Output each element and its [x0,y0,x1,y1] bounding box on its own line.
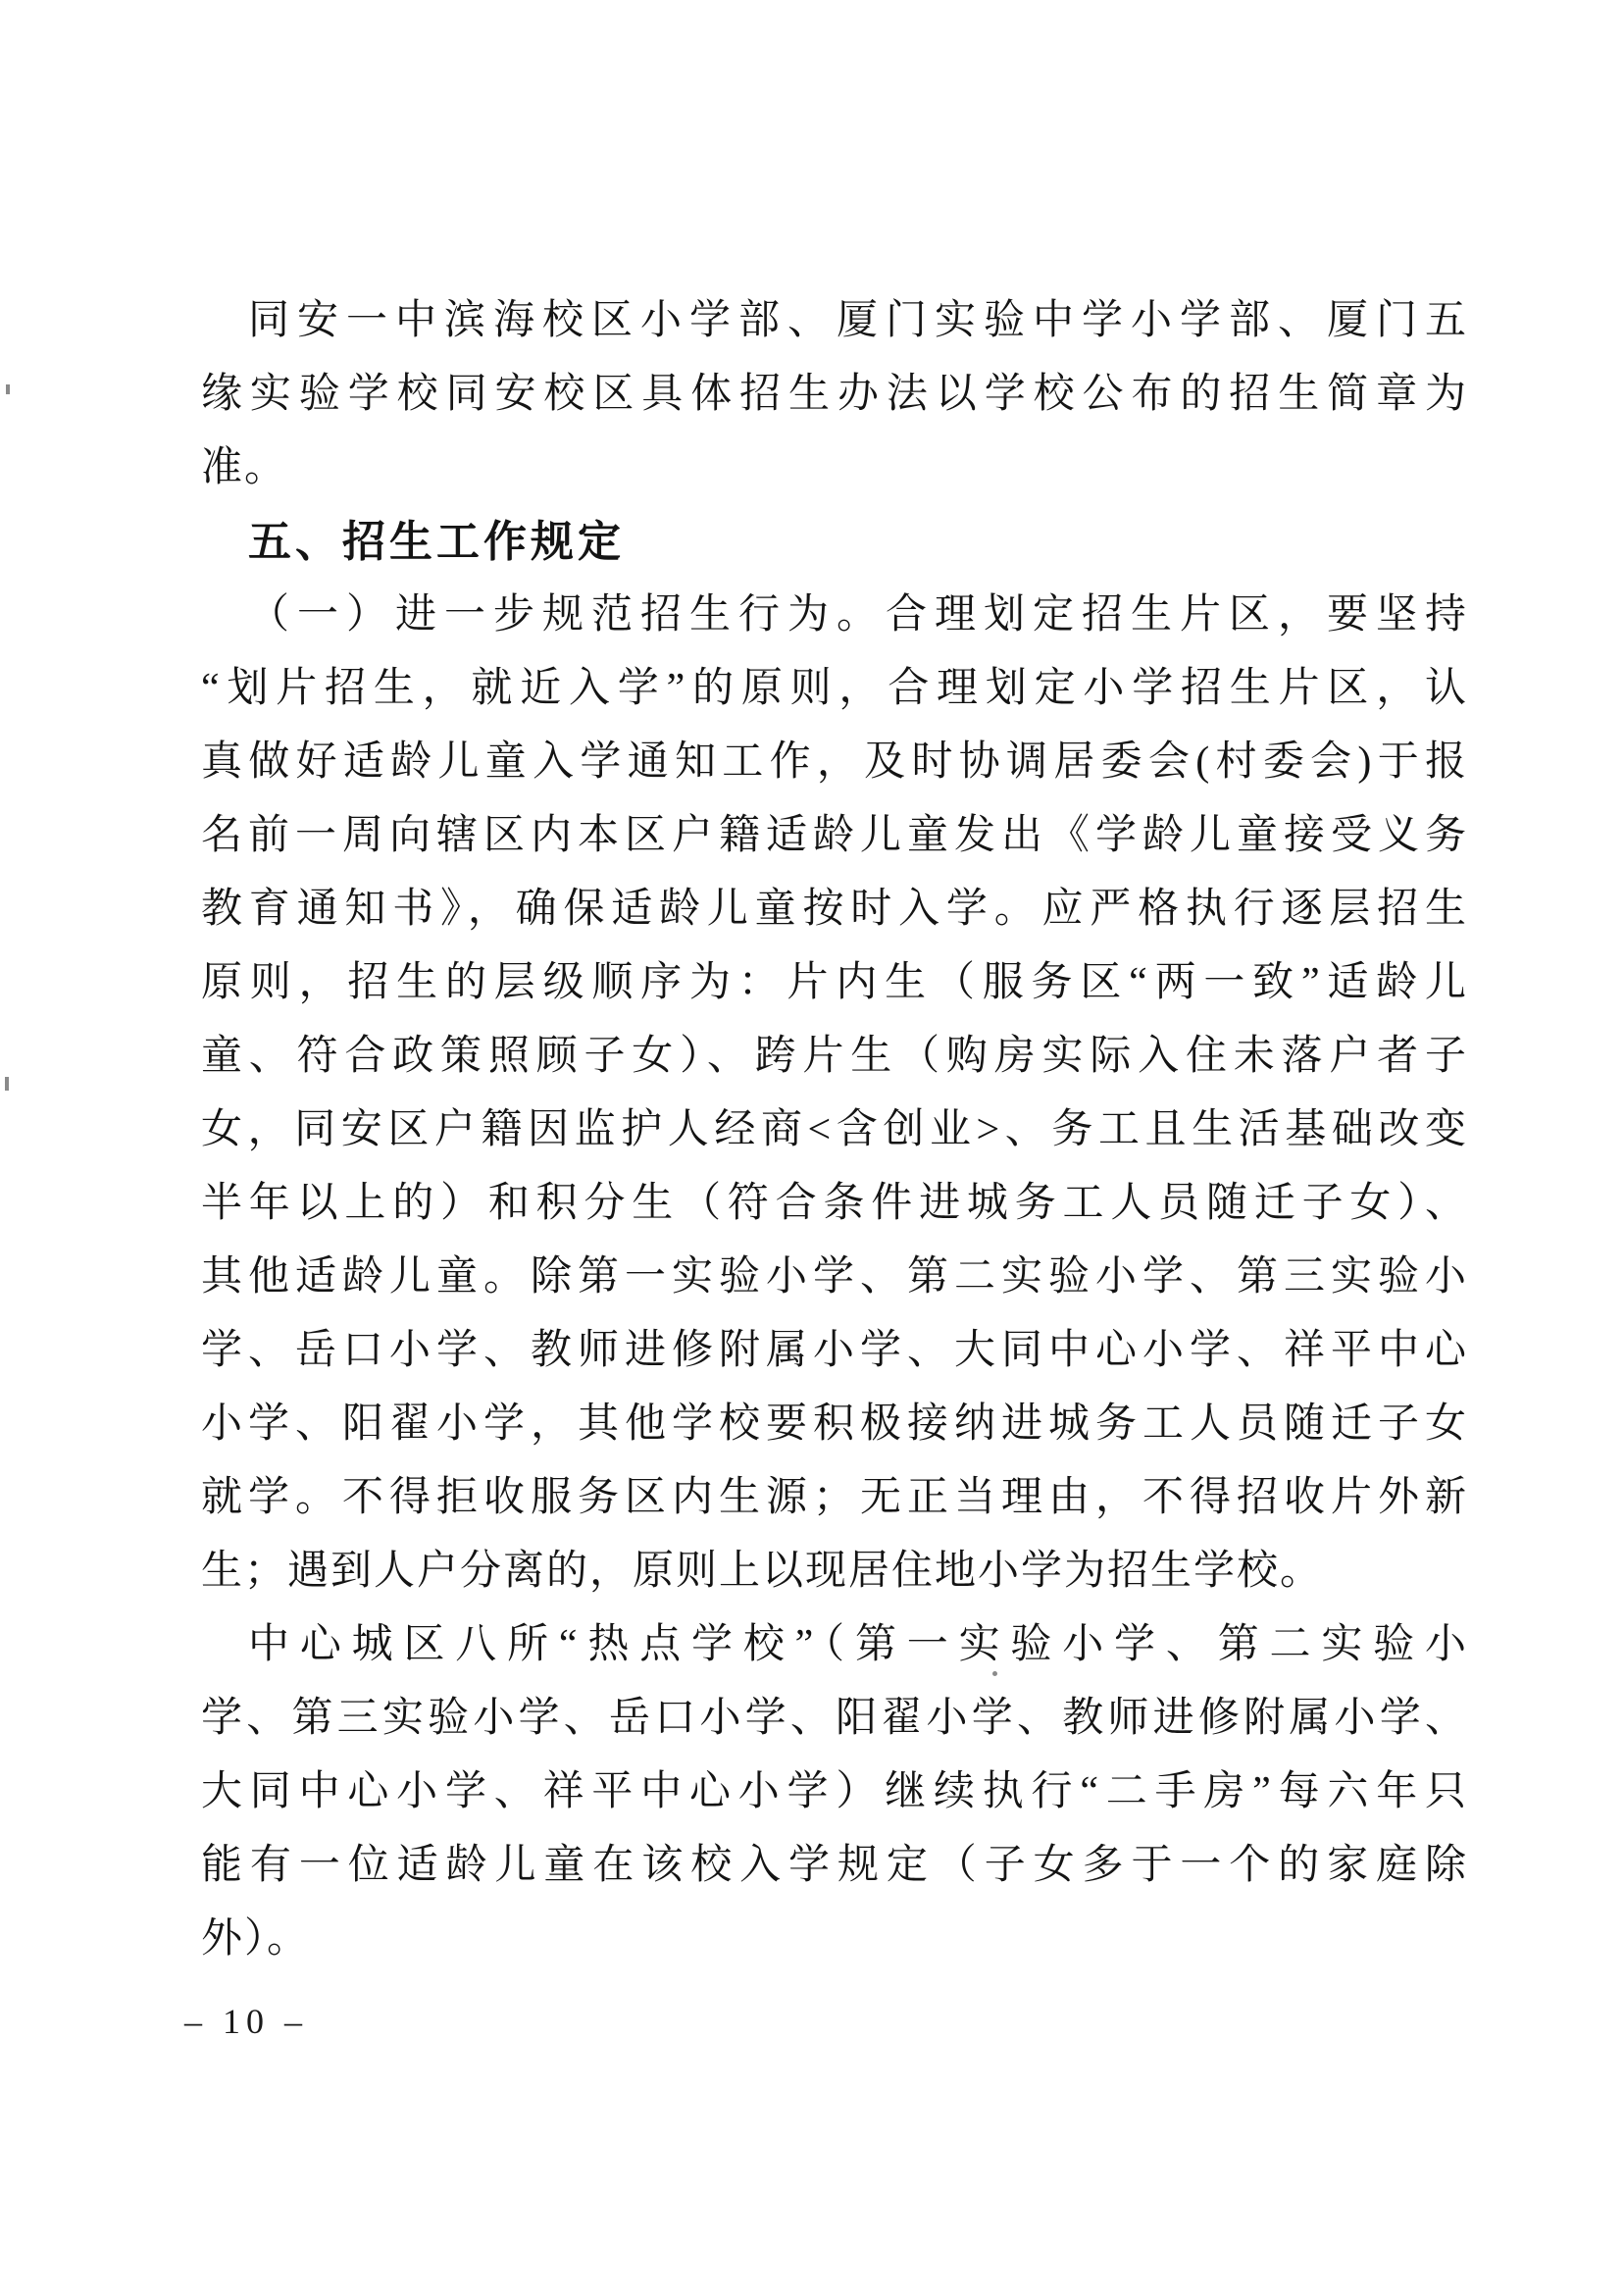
paragraph-line: 同安一中滨海校区小学部、厦门实验中学小学部、厦门五 [248,298,1468,343]
paragraph-line: 原则，招生的层级顺序为：片内生（服务区“两一致”适龄儿 [201,960,1468,1005]
paragraph-line: 真做好适龄儿童入学通知工作，及时协调居委会(村委会)于报 [201,739,1468,785]
document-page-body [201,284,1468,1976]
section-heading: 五、招生工作规定 [248,518,625,566]
paragraph-line: 半年以上的）和积分生（符合条件进城务工人员随迁子女）、 [201,1181,1468,1226]
paragraph-line: 学、第三实验小学、岳口小学、阳翟小学、教师进修附属小学、 [201,1696,1468,1741]
paragraph-line: 能有一位适龄儿童在该校入学规定（子女多于一个的家庭除 [201,1843,1468,1888]
scan-speck [6,384,10,394]
paragraph-line: 其他适龄儿童。除第一实验小学、第二实验小学、第三实验小 [201,1254,1468,1299]
paragraph-line: 小学、阳翟小学，其他学校要积极接纳进城务工人员随迁子女 [201,1401,1468,1447]
paragraph-line: “划片招生，就近入学”的原则，合理划定小学招生片区，认 [201,666,1468,711]
paragraph-line: 学、岳口小学、教师进修附属小学、大同中心小学、祥平中心 [201,1328,1468,1373]
paragraph-line: 中心城区八所“热点学校”（第一实验小学、第二实验小 [248,1622,1468,1667]
paragraph-line: 女，同安区户籍因监护人经商<含创业>、务工且生活基础改变 [201,1107,1468,1152]
paragraph-line: 外）。 [201,1916,311,1962]
paragraph-line: 教育通知书》，确保适龄儿童按时入学。应严格执行逐层招生 [201,887,1468,932]
page-number: – 10 – [184,2002,308,2041]
paragraph-line: 大同中心小学、祥平中心小学）继续执行“二手房”每六年只 [201,1769,1468,1814]
paragraph-line: 童、符合政策照顾子女）、跨片生（购房实际入住未落户者子 [201,1034,1468,1079]
paragraph-line: 缘实验学校同安校区具体招生办法以学校公布的招生简章为 [201,372,1468,417]
scan-speck [5,1077,9,1091]
paragraph-line: 名前一周向辖区内本区户籍适龄儿童发出《学龄儿童接受义务 [201,813,1468,858]
paragraph-line: （一）进一步规范招生行为。合理划定招生片区，要坚持 [248,592,1468,637]
paragraph-line: 生；遇到人户分离的，原则上以现居住地小学为招生学校。 [201,1549,1324,1594]
paragraph-line: 就学。不得拒收服务区内生源；无正当理由，不得招收片外新 [201,1475,1468,1520]
paragraph-line: 准。 [201,445,288,490]
scan-speck [992,1671,997,1676]
